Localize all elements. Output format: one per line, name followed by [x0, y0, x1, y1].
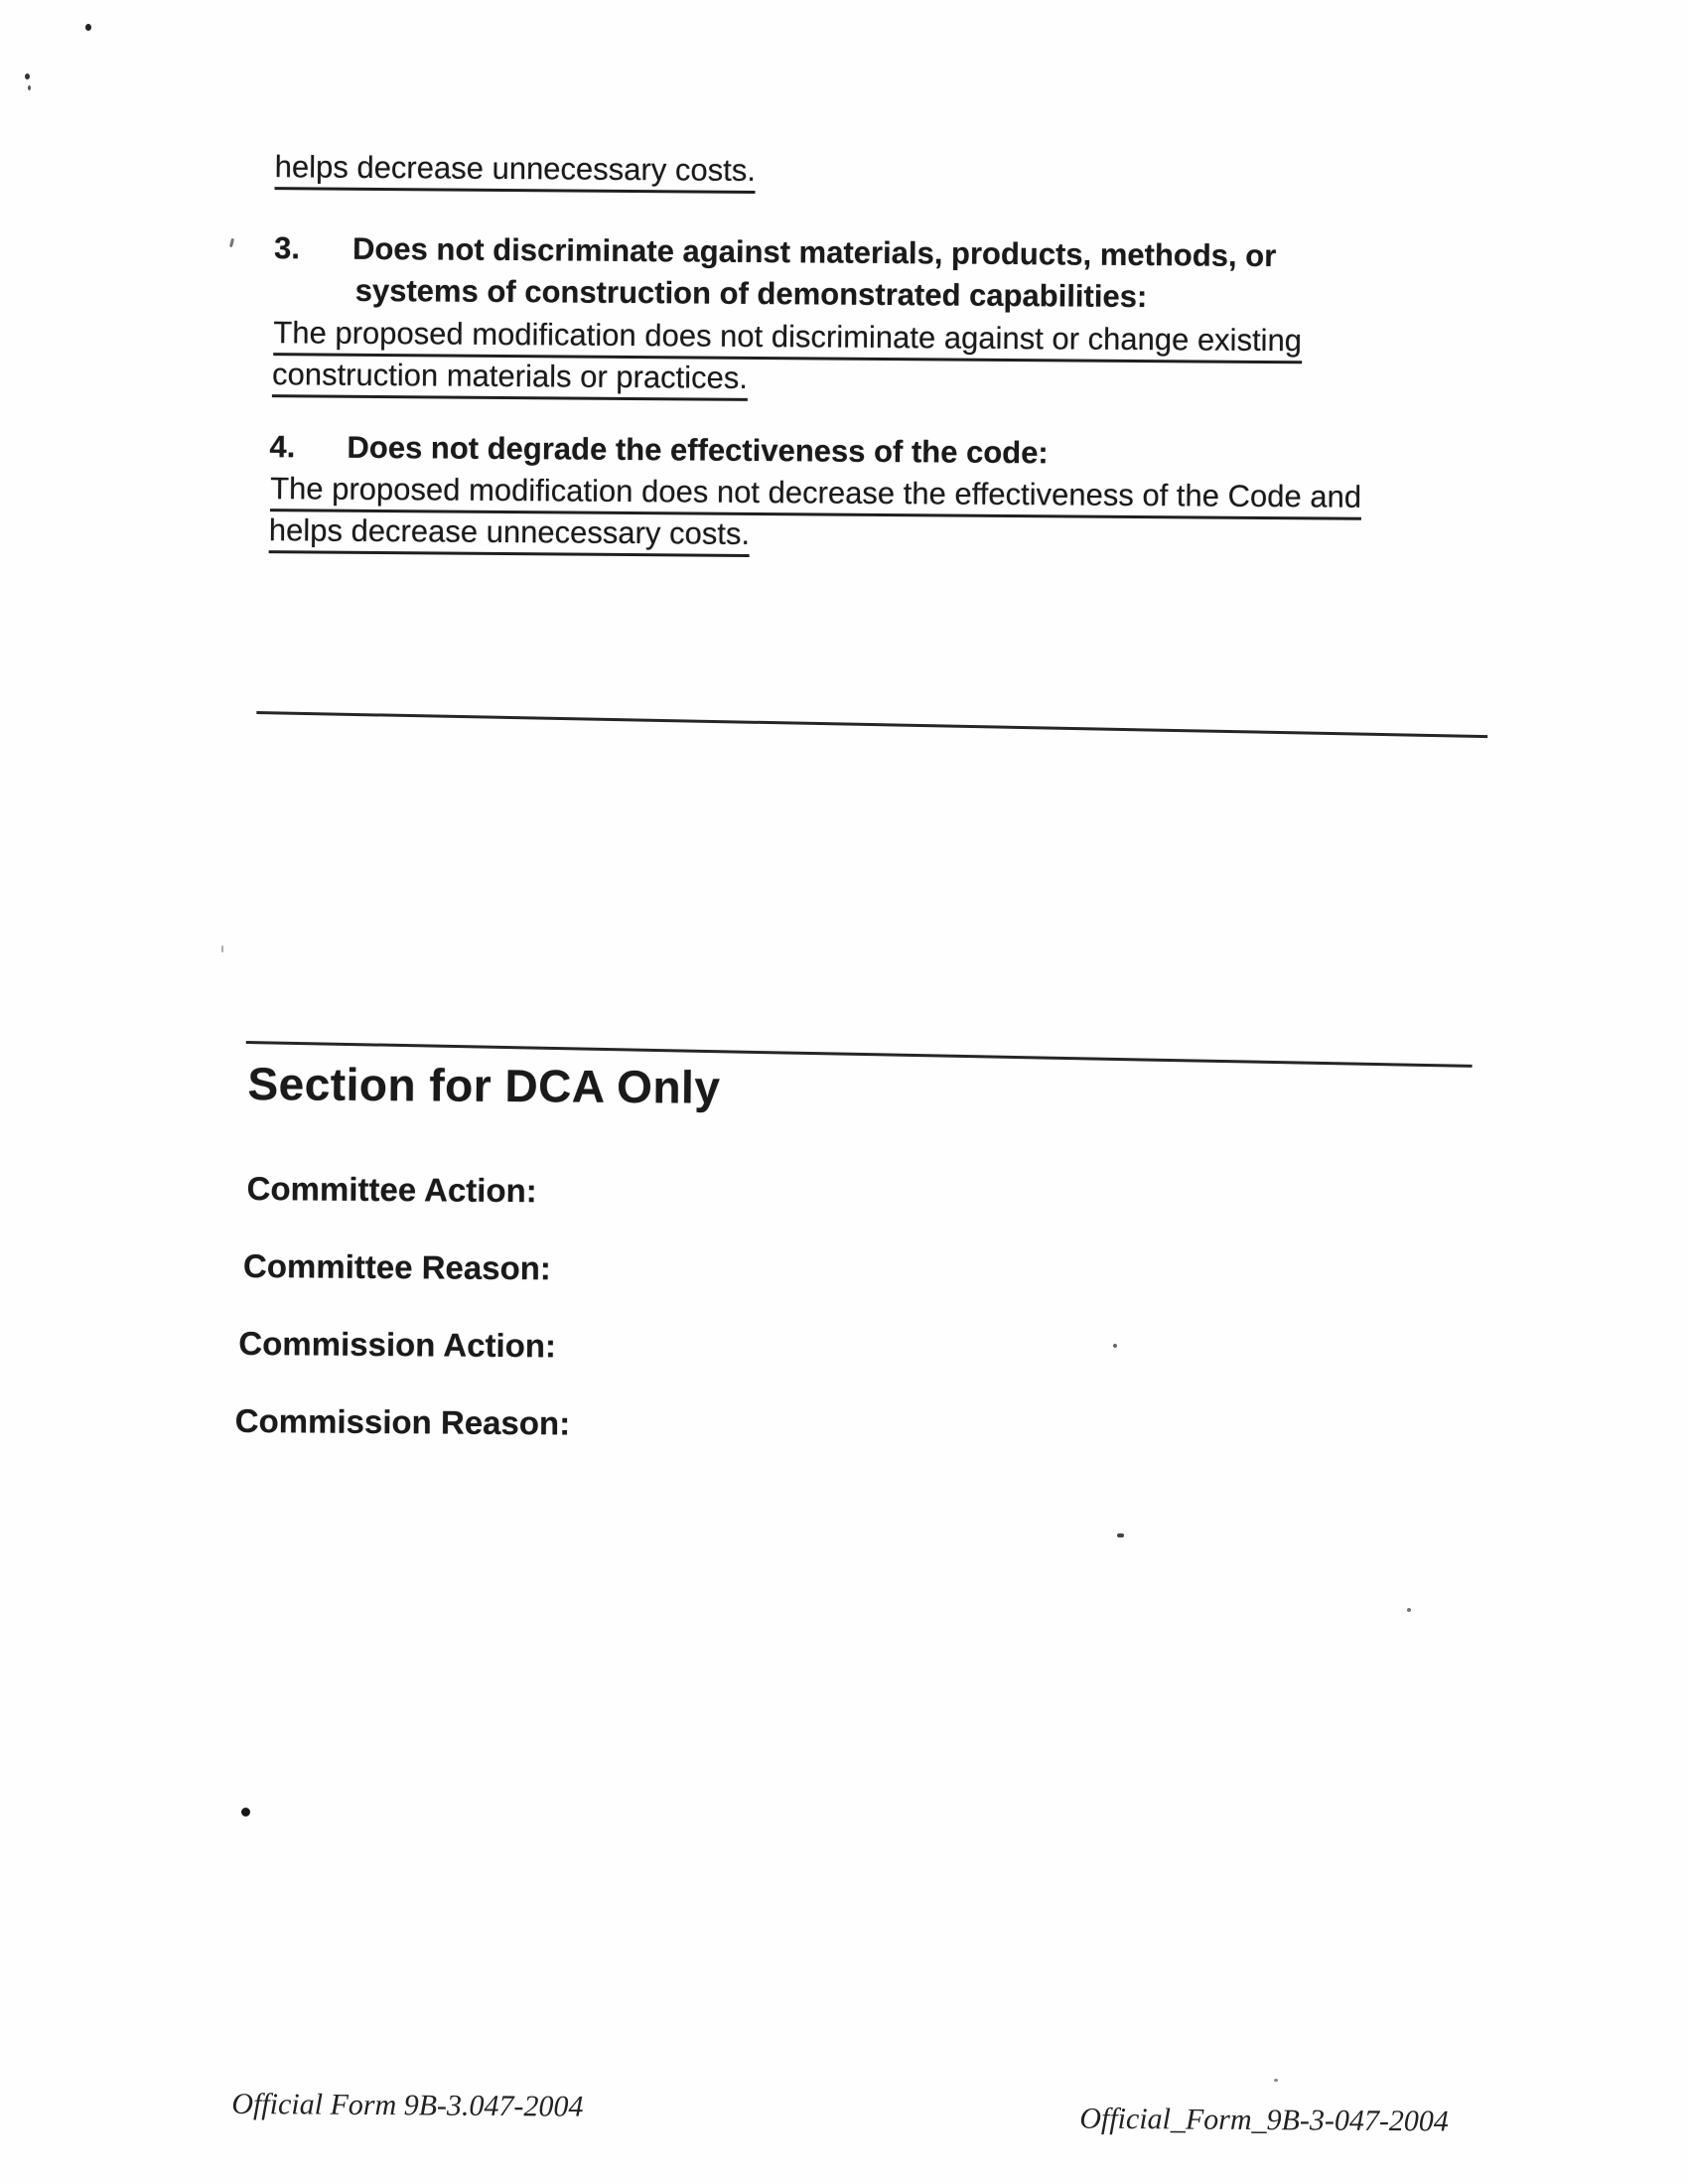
scan-speck: [241, 1808, 250, 1817]
scan-speck: [25, 73, 30, 79]
item-3-heading-line-1: Does not discriminate against materials, products, methods, or: [352, 230, 1277, 274]
continuation-answer-line: [275, 147, 757, 191]
item-3-number: 3.: [273, 230, 301, 266]
underlined-text: The proposed modification does not discriminate against or change existing: [273, 315, 1302, 364]
footer-form-number-right: Official_Form_9B-3-047-2004: [1079, 2102, 1450, 2138]
commission-action-label: Commission Action:: [238, 1324, 557, 1365]
underlined-text: construction materials or practices.: [272, 357, 748, 401]
scan-speck: [28, 85, 31, 90]
scan-speck: [85, 24, 91, 31]
committee-action-label: Committee Action:: [246, 1169, 537, 1210]
scan-speck: [1274, 2079, 1278, 2082]
underlined-text: helps decrease unnecessary costs.: [275, 149, 757, 194]
item-4-answer-line-2: [269, 510, 751, 554]
section-divider-line: [256, 711, 1487, 738]
item-3-answer-line-1: [273, 313, 1302, 361]
scan-speck: [221, 946, 223, 952]
footer-form-number-left: Official Form 9B-3.047-2004: [231, 2087, 584, 2123]
item-3-heading-line-2: systems of construction of demonstrated capabilities:: [354, 272, 1148, 315]
committee-reason-label: Committee Reason:: [242, 1246, 552, 1287]
scan-speck: [1113, 1344, 1117, 1348]
item-4-number: 4.: [269, 429, 296, 465]
commission-reason-label: Commission Reason:: [234, 1401, 571, 1442]
dca-section-title: Section for DCA Only: [247, 1057, 721, 1113]
scan-speck: [1117, 1533, 1124, 1537]
item-4-heading-line-1: Does not degrade the effectiveness of the code:: [347, 429, 1049, 471]
item-3-answer-line-2: [272, 355, 748, 398]
underlined-text: The proposed modification does not decrease the effectiveness of the Code and: [270, 471, 1361, 520]
underlined-text: helps decrease unnecessary costs.: [269, 512, 751, 557]
scan-speck: [1407, 1608, 1411, 1612]
item-4-answer-line-1: [270, 469, 1361, 517]
